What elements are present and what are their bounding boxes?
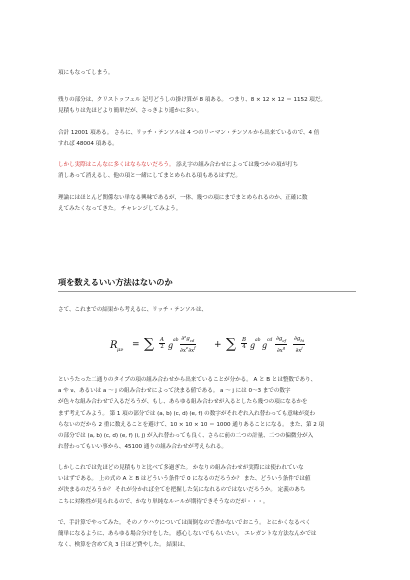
highlighted-text: しかし実際はこんなに多くはならないだろう。 [58,162,175,168]
text-line: 項にもなってしまう。 [58,70,114,76]
text-line: なく、検算を含めて丸 3 日ほど費やした。 結果は、 [58,542,189,549]
text-line: 合計 12001 項ある。 さらに、リッチ・テンソルは 4 つのリーマン・テンソルから出来ているので、4 倍 [58,130,320,136]
fraction-b-over-4 [241,337,247,350]
fraction-numerator [275,336,287,345]
paragraph-total [58,128,358,150]
numerator-subscript: cd [189,338,195,344]
paragraph-intro-tail [58,68,358,79]
text-span: 添え字の組み合わせによっては幾つかの項が打ち [174,162,299,168]
text-line: が決まるのだろうか？ それが分かれば全てを把握した気になれるのではないだろうか。 定義のあち [58,487,306,494]
numerator-text: ∂g [276,336,283,342]
formula-lhs: R [110,340,118,351]
metric-superscript: ab [173,338,179,343]
text-line: 簡単になるように、あらゆる場合分けをした。 感心しないでもらいたい。 エレガントな方法なんかでは [58,531,317,538]
formula-sum-2: ∑ [226,336,236,352]
metric-g: g [262,341,268,350]
paragraph-cancellation [58,160,358,182]
text-line: a や ν、あるいは a 〜 j の組み合わせによって決まる値である。 a 〜 j には 0〜3 までの数字 [58,388,291,395]
metric-g: g [168,341,174,350]
text-line: さて、これまでの結果から考えるに、リッチ・テンソルは、 [58,307,208,313]
numerator-subscript: hi [300,338,305,344]
text-line: えてみたくなってきた。 チャレンジしてみよう。 [58,206,182,213]
metric-superscript: cd [267,338,273,343]
formula-lhs-subscript: μν [117,347,124,353]
denominator-superscript: g [282,345,286,351]
formula-sum-1: ∑ [144,336,154,352]
text-line: れ替わってもいい事から、45100 通りの組み合わせが考えられる。 [58,444,227,451]
paragraph-term-types [58,375,358,453]
denominator-text: ∂x [180,347,186,354]
text-line: こちに対称性が見られるので、かなり単純なルールが期待できそうなのだが・・・。 [58,498,269,505]
denominator-text: ∂x [295,347,302,354]
text-line: いはずである。 上の式の A と B はどういう条件で 0 になるのだろうか？ また、どういう条件では値 [58,476,311,483]
numerator-text: ∂g [294,336,301,342]
fraction-second-derivative [180,336,196,354]
numerator-subscript: ef [282,338,287,344]
paragraph-challenge [58,193,358,215]
fraction-numerator [293,336,305,345]
paragraph-too-many [58,463,358,508]
text-line: 見積もりは先ほどより簡単だが、さっきより遥かに多い。 [58,108,203,115]
text-line: すれば 48004 項ある。 [58,141,118,148]
denominator-superscript: e [185,345,189,351]
text-line: 理論にはほとんど関係ない単なる興味であるが、一体、幾つの項にまでまとめられるのか、正確に数 [58,195,308,201]
numerator-text: ∂²g [181,336,190,342]
denominator-text: ∂x [188,347,195,354]
fraction-numerator: A [160,337,164,343]
text-line: が色々な組み合わせで入るだろうが、もし、あらゆる組み合わせが入るとしたら幾つの項になるかを [58,399,308,406]
fraction-first-derivative-1 [275,336,287,354]
fraction-a-over-2 [159,337,165,350]
text-line: らないのだから 2 重に数えることを避けて、10 × 10 × 10 ＝ 1000 通りあることになる。 また、第 2 項 [58,421,325,428]
ricci-tensor-formula [110,332,360,362]
section-heading: 項を数えるいい方法はないのか [58,277,173,287]
metric-g: g [250,341,256,350]
text-line: 消しあって消えるし、他の項と一緒にしてまとめられる項もあるはずだ。 [58,173,241,180]
fraction-denominator: 2 [160,344,164,350]
text-line [58,160,358,171]
fraction-numerator [180,336,196,345]
metric-superscript: ab [255,338,261,343]
text-line: で、手計算でやってみた。 そのノウハウについては面倒なので書かないでおこう。 とにかくなるべく [58,520,311,526]
fraction-numerator: B [242,337,247,343]
text-line: の部分では (a, b) (c, d) (e, f) (i, j) が入れ替わっても良く、さらに前の二つの計量、二つの偏微分が入 [58,433,314,440]
text-line: というたった二通りのタイプの項の組み合わせから出来ていることが分かる。 A と B とは整数であり、 [58,377,317,383]
fraction-denominator [275,345,287,354]
text-line: まず考えてみよう。 第 1 項の部分では (a, b) (c, d) (e, f) の数字がそれぞれ入れ替わっても意味が変わ [58,410,316,417]
fraction-denominator [293,345,305,354]
formula-equals: = [132,340,140,350]
fraction-denominator [180,345,196,354]
formula-plus: + [214,340,222,350]
paragraph-christoffel [58,95,358,117]
paragraph-hand-calculation [58,518,358,552]
fraction-denominator: 4 [242,344,246,350]
heading-divider [58,291,356,292]
denominator-text: ∂x [276,347,283,354]
text-line: しかしこれでは先ほどの見積もりと比べて多過ぎた。 かなりの組み合わせが実際には使われていな [58,465,304,471]
denominator-superscript: f [194,345,196,351]
denominator-superscript: j [301,345,303,351]
paragraph-ricci-intro [58,305,358,316]
fraction-first-derivative-2 [293,336,305,354]
text-line: 残りの部分は、クリストッフェル 記号どうしの掛け算が 8 項ある。 つまり、8 × 12 × 12 ＝ 1152 項だ。 [58,97,326,103]
